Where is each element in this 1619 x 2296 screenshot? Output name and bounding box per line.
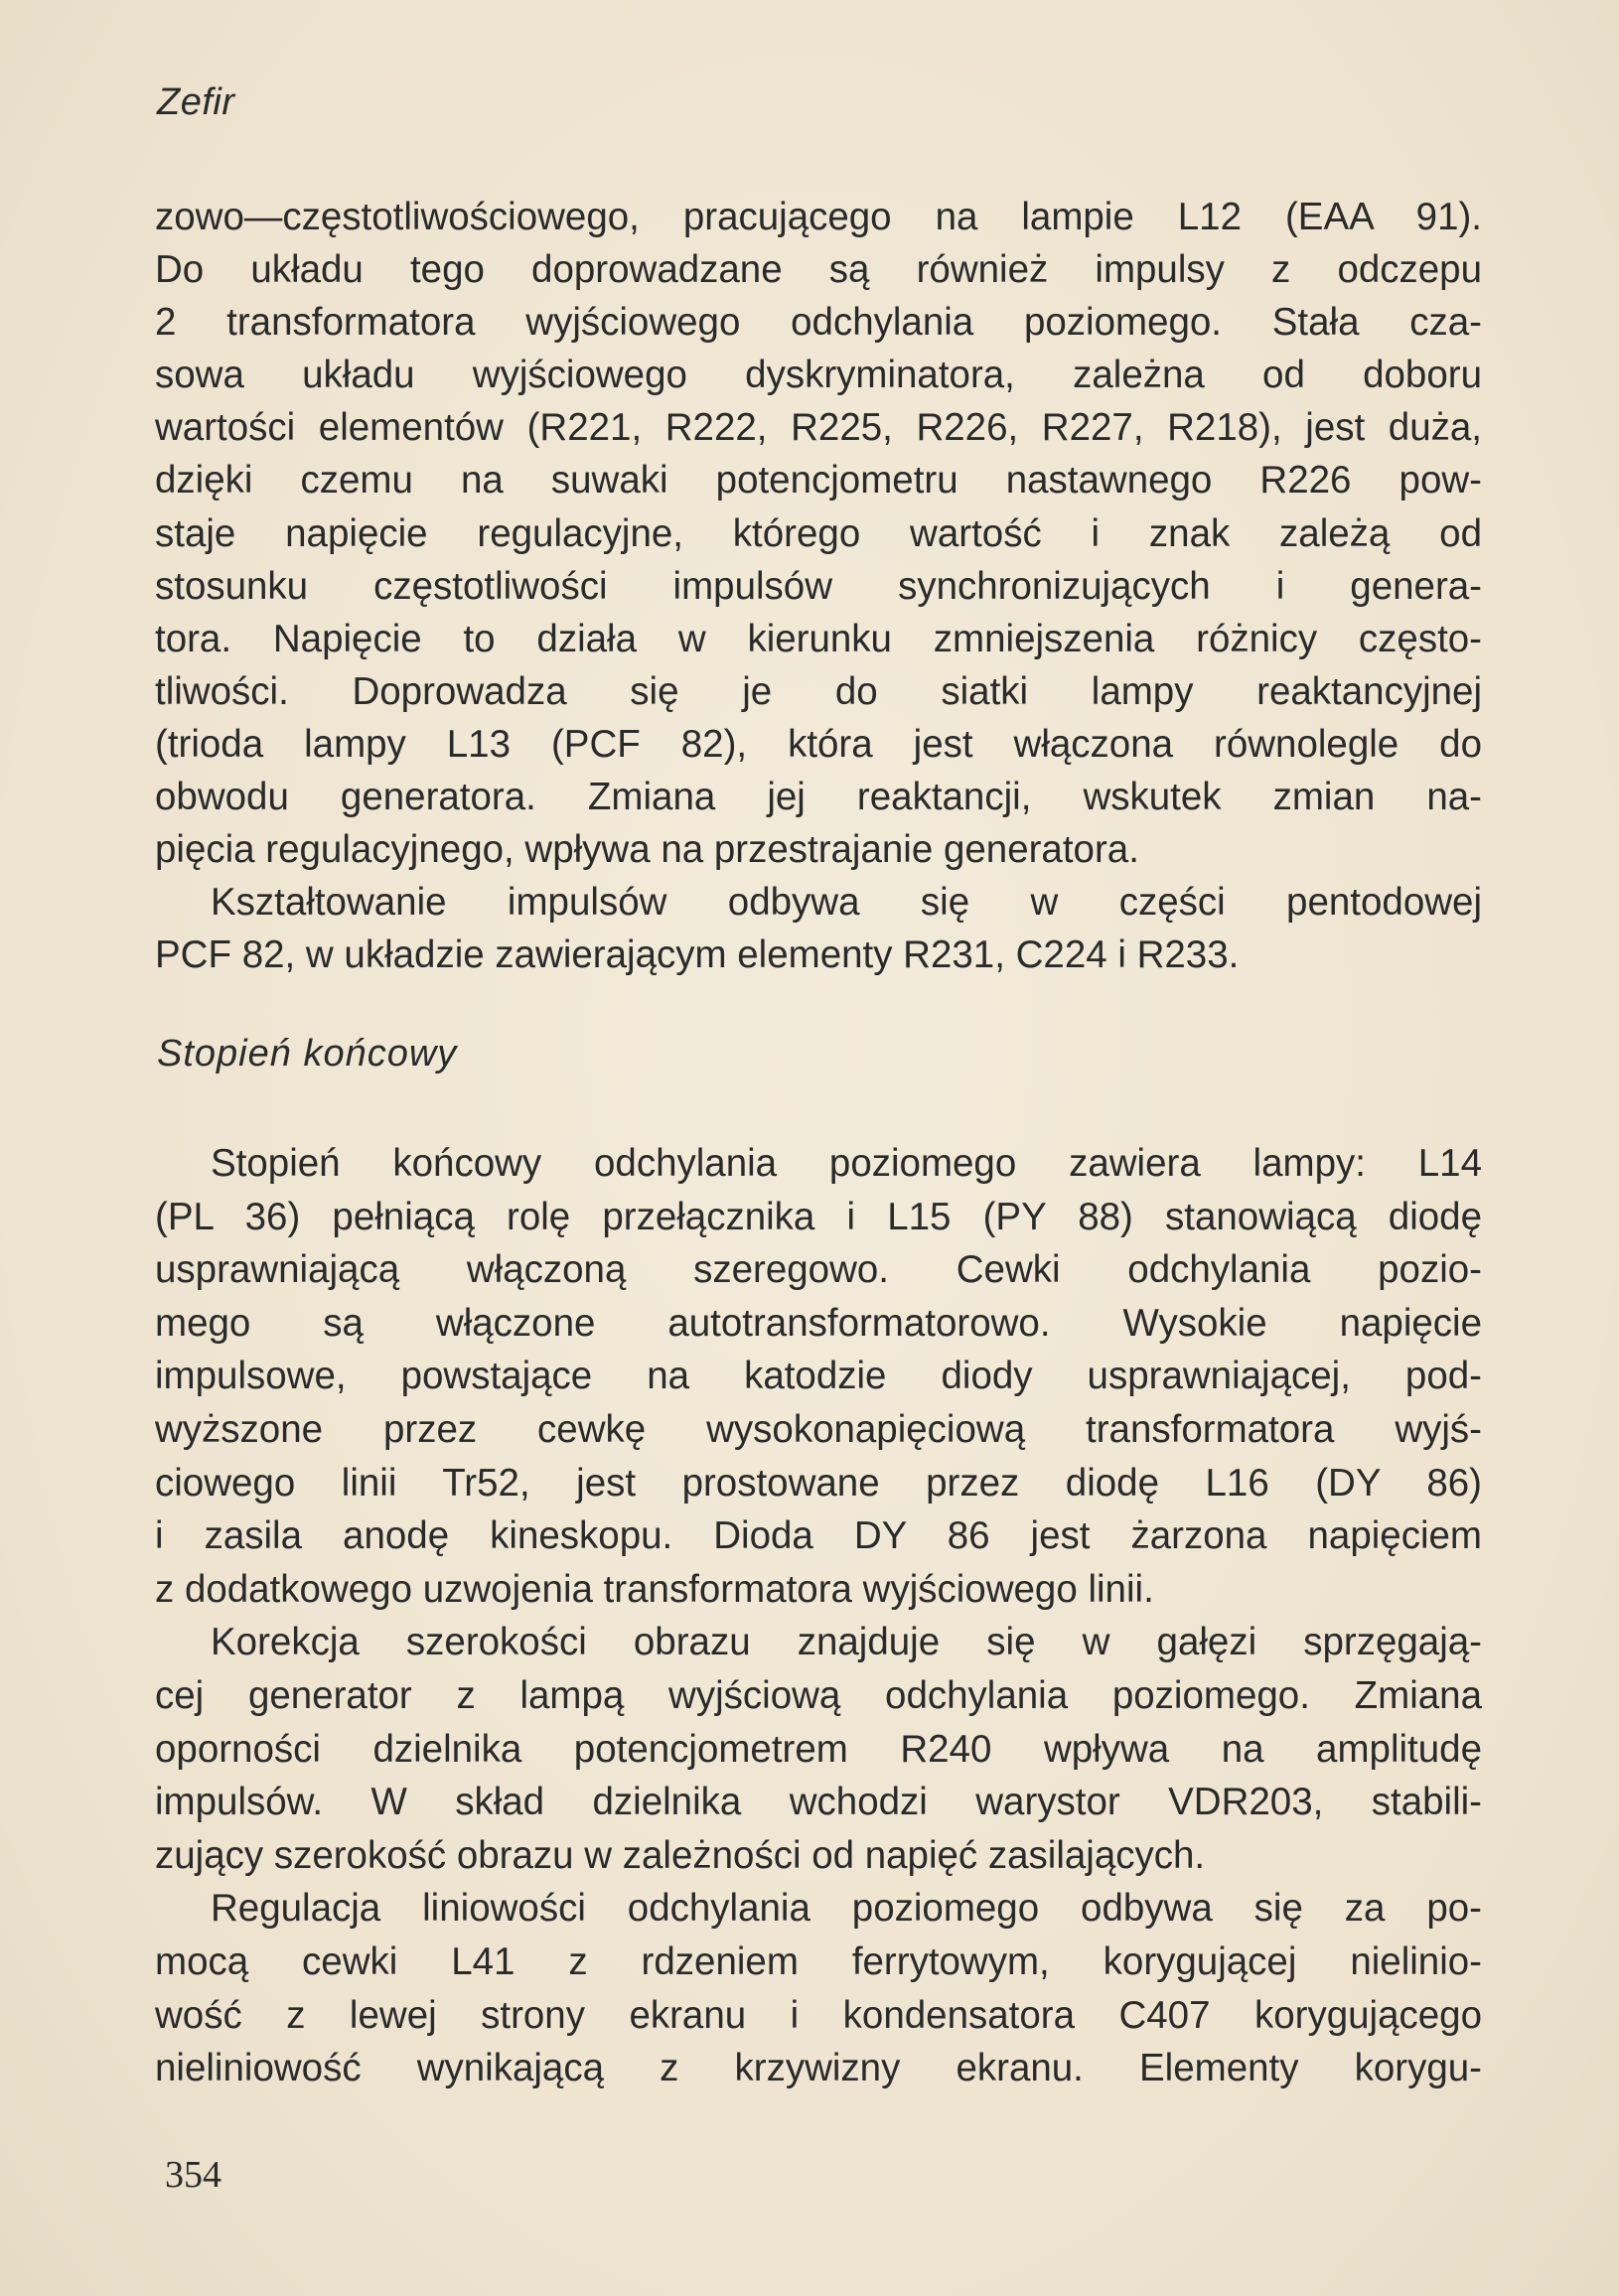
text-line: usprawniającą włączoną szeregowo. Cewki odchylania pozio-	[155, 1248, 1482, 1292]
text-line: Do układu tego doprowadzane są również impulsy z odczepu	[155, 248, 1482, 292]
text-line: nieliniowość wynikającą z krzywizny ekranu. Elementy korygu-	[155, 2047, 1482, 2090]
text-line: impulsowe, powstające na katodzie diody usprawniającej, pod-	[155, 1355, 1482, 1398]
text-line: i zasila anodę kineskopu. Dioda DY 86 jest żarzona napięciem	[155, 1514, 1482, 1558]
text-line: tliwości. Doprowadza się je do siatki lampy reaktancyjnej	[155, 669, 1482, 713]
text-line: sowa układu wyjściowego dyskryminatora, zależna od doboru	[155, 354, 1482, 397]
text-line: Stopień końcowy odchylania poziomego zawiera lampy: L14	[211, 1142, 1482, 1185]
text-line: zowo—częstotliwościowego, pracującego na lampie L12 (EAA 91).	[155, 196, 1482, 238]
text-line: cej generator z lampą wyjściową odchylania poziomego. Zmiana	[155, 1673, 1482, 1717]
text-line: Regulacja liniowości odchylania poziomego odbywa się za po-	[211, 1887, 1482, 1931]
page-number: 354	[165, 2154, 221, 2196]
text-line: oporności dzielnika potencjometrem R240 wpływa na amplitudę	[155, 1727, 1482, 1771]
text-line: (trioda lampy L13 (PCF 82), która jest włączona równolegle do	[155, 722, 1482, 766]
section-heading: Stopień końcowy	[157, 1033, 458, 1075]
running-header: Zefir	[157, 81, 235, 123]
text-line: zujący szerokość obrazu w zależności od napięć zasilających.	[155, 1833, 1206, 1877]
text-line: tora. Napięcie to działa w kierunku zmniejszenia różnicy często-	[155, 617, 1482, 660]
text-line: wość z lewej strony ekranu i kondensatora C407 korygującego	[155, 1993, 1482, 2037]
text-line: wyższone przez cewkę wysokonapięciową transformatora wyjś-	[155, 1407, 1482, 1451]
text-line: PCF 82, w układzie zawierającym elementy R231, C224 i R233.	[155, 933, 1240, 977]
text-line: dzięki czemu na suwaki potencjometru nastawnego R226 pow-	[155, 459, 1482, 502]
text-line: impulsów. W skład dzielnika wchodzi warystor VDR203, stabili-	[155, 1781, 1482, 1824]
text-line: z dodatkowego uzwojenia transformatora wyjściowego linii.	[155, 1567, 1154, 1611]
text-line: stosunku częstotliwości impulsów synchronizujących i genera-	[155, 564, 1482, 608]
body-section-2	[155, 1137, 1482, 2095]
text-line: ciowego linii Tr52, jest prostowane przez diodę L16 (DY 86)	[155, 1461, 1482, 1505]
text-line: wartości elementów (R221, R222, R225, R226, R227, R218), jest duża,	[155, 406, 1482, 450]
text-line: Kształtowanie impulsów odbywa się w części pentodowej	[211, 881, 1482, 925]
text-line: Korekcja szerokości obrazu znajduje się w gałęzi sprzęgają-	[211, 1621, 1482, 1664]
text-line: mego są włączone autotransformatorowo. Wysokie napięcie	[155, 1301, 1482, 1345]
body-section-1	[155, 191, 1482, 981]
text-line: mocą cewki L41 z rdzeniem ferrytowym, korygującej nielinio-	[155, 1939, 1482, 1983]
text-line: 2 transformatora wyjściowego odchylania poziomego. Stała cza-	[155, 301, 1482, 345]
text-line: staje napięcie regulacyjne, którego wartość i znak zależą od	[155, 511, 1482, 555]
text-line: (PL 36) pełniącą rolę przełącznika i L15 (PY 88) stanowiącą diodę	[155, 1195, 1482, 1238]
text-line: pięcia regulacyjnego, wpływa na przestrajanie generatora.	[155, 828, 1139, 872]
text-line: obwodu generatora. Zmiana jej reaktancji, wskutek zmian na-	[155, 776, 1482, 819]
